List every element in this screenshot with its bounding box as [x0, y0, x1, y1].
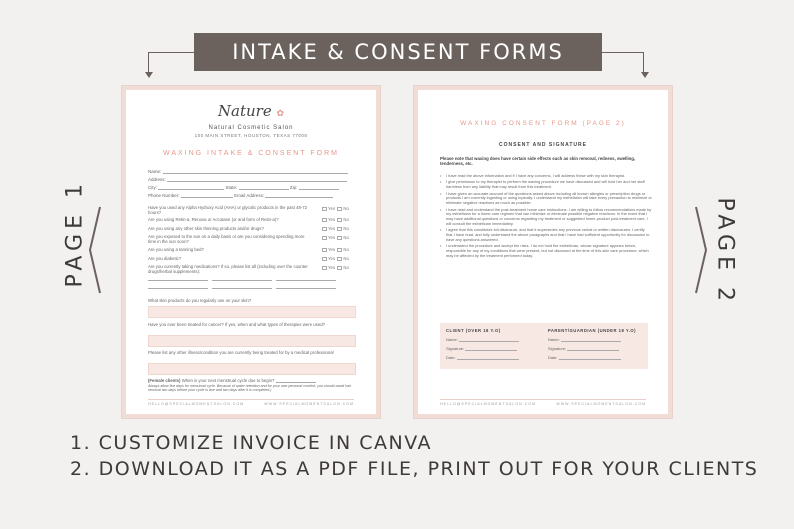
- illness-input[interactable]: [148, 363, 356, 375]
- banner-title: INTAKE & CONSENT FORMS: [194, 33, 602, 71]
- yes-no-checkboxes[interactable]: Yes No: [322, 265, 349, 270]
- footer-email: HELLO@SPECIALMOMENTSALON.COM: [148, 402, 245, 406]
- instructions-list: [70, 432, 758, 484]
- section-heading: CONSENT AND SIGNATURE: [499, 142, 587, 148]
- question-sun-exposure: Are you exposed to the sun on a daily basis or are you considering spending more time in the sun soon?: [148, 234, 305, 244]
- footer-website: WWW.SPECIALMOMENTSALON.COM: [556, 402, 646, 406]
- yes-no-checkboxes[interactable]: Yes No: [322, 256, 349, 261]
- guardian-signature-field[interactable]: Signature:: [548, 346, 642, 351]
- signature-block: [440, 323, 648, 369]
- guardian-date-field[interactable]: Date:: [548, 355, 642, 360]
- salon-name: Natural Cosmetic Salon: [208, 125, 294, 131]
- footer-email: HELLO@SPECIALMOMENTSALON.COM: [440, 402, 537, 406]
- step-1: 1. CUSTOMIZE INVOICE IN CANVA: [70, 432, 432, 454]
- client-heading: CLIENT (OVER 18 Y.O): [446, 328, 501, 333]
- female-clients-label: (Female clients): [148, 378, 181, 383]
- phone-email-row[interactable]: Phone Number: Email Address:: [148, 193, 333, 198]
- form-title: WAXING INTAKE & CONSENT FORM: [162, 150, 340, 157]
- page-2-label: PAGE 2: [712, 197, 738, 306]
- consent-item: • I understand the procedure and accept the risks. I do not hold the esthetician, whose signature appears below, responsible for any of my conditions that were present, but not disclosed at the time of this skin care procedure, which may be affected by the treatment performed today.: [440, 244, 652, 258]
- question-diabetic: Are you diabetic?: [148, 256, 182, 261]
- consent-item: • I agree that this constitutes full disclosure, and that it supersedes any previous verbal or written disclosures. I certify that I have read, and fully understand the above paragraphs and that I have had sufficient opportunity for discussion to have any questions answered.: [440, 228, 652, 242]
- logo-text: Nature: [217, 102, 272, 120]
- consent-item: • I give permission to my therapist to perform the waxing procedure we have discussed and will hold her and her staff harmless from any liability that may result from this treatment.: [440, 180, 652, 190]
- medications-lines[interactable]: [148, 284, 336, 289]
- page-footer: [440, 399, 646, 406]
- question-illness: Please list any other illness/condition you are currently being treated for by a medical professional: [148, 350, 334, 355]
- medications-lines[interactable]: [148, 276, 336, 281]
- female-question-text: When is your next menstrual cycle due to begin?: [181, 378, 275, 383]
- arrow-down-icon: [145, 72, 153, 78]
- question-medications: Are you currently taking medications? If so, please list all (including over the counter drugs/herbal supplements):: [148, 264, 308, 274]
- step-2: 2. DOWNLOAD IT AS A PDF FILE, PRINT OUT FOR YOUR CLIENTS: [70, 458, 759, 480]
- intake-form-page-1: [122, 86, 380, 418]
- consent-item: • I have read the above information and if I have any concerns, I will address these with my skin therapist.: [440, 174, 652, 179]
- name-field[interactable]: Name:: [148, 169, 348, 174]
- consent-item: • I have read and understand the post-treatment home care instructions. I am willing to follow recommendations made by my esthetician for a home care regimen that can minimize or eliminate possible negative reactions. In the event that I may have additional questions or concerns regarding my treatment or suggested home-product post-treatment care, I will consult the esthetician immediately.: [440, 208, 652, 227]
- client-date-field[interactable]: Date:: [446, 355, 540, 360]
- page-1-label: PAGE 1: [62, 179, 88, 288]
- yes-no-checkboxes[interactable]: Yes No: [322, 247, 349, 252]
- city-state-zip-row[interactable]: City: State: Zip:: [148, 185, 339, 190]
- yes-no-checkboxes[interactable]: Yes No: [322, 235, 349, 240]
- guardian-heading: PARENT/GUARDIAN (UNDER 18 Y.O): [547, 328, 637, 333]
- guardian-signature-column: [548, 328, 642, 364]
- question-female: [148, 378, 358, 383]
- guardian-name-field[interactable]: Name:: [548, 337, 642, 342]
- form-title: WAXING CONSENT FORM (PAGE 2): [460, 120, 626, 127]
- question-skin-products: What skin products do you regularly use on your skin?: [148, 298, 252, 303]
- yes-no-checkboxes[interactable]: Yes No: [322, 217, 349, 222]
- question-aha: Have you used any Alpha Hydroxy Acid (AHA) or glycolic products in the past 48-72 hours?: [148, 205, 308, 215]
- page-footer: [148, 399, 354, 406]
- bracket-left: [148, 52, 194, 74]
- question-skin-thinning: Are you using any other skin thinning products and/or drugs?: [148, 226, 264, 231]
- yes-no-checkboxes[interactable]: Yes No: [322, 206, 349, 211]
- skin-products-input[interactable]: [148, 306, 356, 318]
- cancer-input[interactable]: [148, 335, 356, 347]
- leaf-icon: ✿: [276, 109, 285, 119]
- address-field[interactable]: Address:: [148, 177, 347, 182]
- arrow-down-icon: [641, 72, 649, 78]
- client-name-field[interactable]: Name:: [446, 337, 540, 342]
- question-retin-a: Are you using Retin-a, Renova or Accutane (or and form of Retin-a)?: [148, 217, 279, 222]
- chevron-right-icon: [694, 205, 708, 295]
- client-signature-field[interactable]: Signature:: [446, 346, 540, 351]
- salon-address: 100 MAIN STREET, HOUSTON, TEXAS 77008: [194, 133, 308, 138]
- consent-form-page-2: [414, 86, 672, 418]
- consent-bullets: [440, 174, 652, 260]
- client-signature-column: [446, 328, 540, 364]
- bracket-right: [602, 52, 644, 74]
- yes-no-checkboxes[interactable]: Yes No: [322, 226, 349, 231]
- question-cancer: Have you ever been treated for cancer? If yes, when and what types of therapies were used?: [148, 322, 325, 327]
- footer-website: WWW.SPECIALMOMENTSALON.COM: [264, 402, 354, 406]
- question-tanning-bed: Are you using a tanning bed?: [148, 247, 204, 252]
- salon-logo: [126, 102, 376, 120]
- consent-item: • I have given an accurate account of the questions asked above including all known allergies or prescription drugs or products I am currently ingesting or using topically. I understand my esthetician will take every precaution to minimize or eliminate negative reactions as much as possible.: [440, 192, 652, 206]
- female-note: Always allow five days for menstrual cycle. Because of water retention and for your own personal comfort, you should avoid hair removal two days before your cycle is due and two days after it is completed.): [148, 384, 352, 392]
- side-effects-warning: Please note that waxing does have certain side effects such as skin removal, redness, swelling, tenderness, etc.: [440, 156, 636, 166]
- chevron-left-icon: [88, 205, 102, 295]
